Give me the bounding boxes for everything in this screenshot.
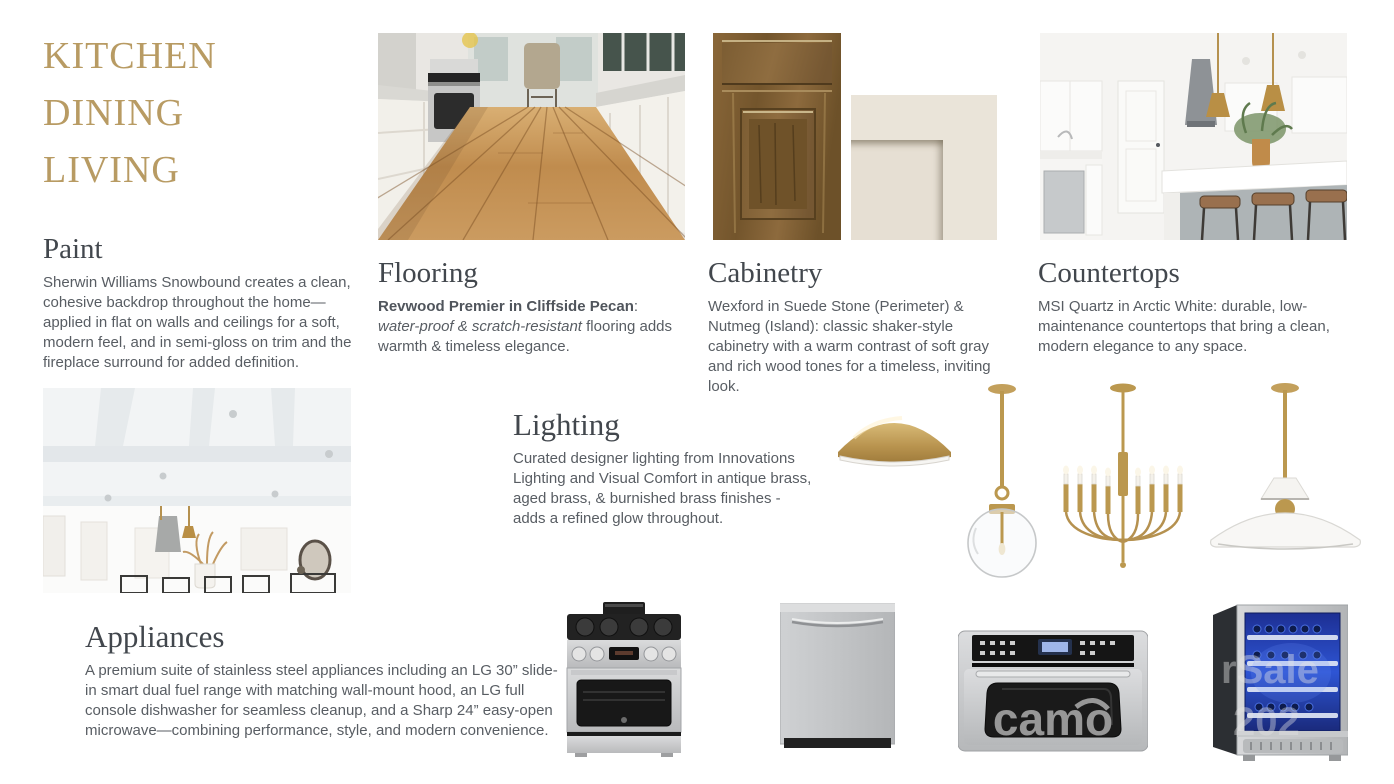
countertops-photo — [1040, 33, 1347, 240]
wine-cooler-image — [1213, 603, 1348, 763]
dome-pendant-light-image — [1208, 382, 1363, 568]
paint-section — [43, 234, 357, 373]
flooring-photo — [378, 33, 685, 240]
cabinetry-body: Wexford in Suede Stone (Perimeter) & Nutmeg (Island): classic shaker-style cabinetry with a warm contrast of soft gray and rich wood tones for a timeless, inviting look. — [708, 297, 991, 396]
title-line-1: KITCHEN — [43, 35, 217, 77]
living-room-photo — [43, 388, 351, 593]
appliances-heading: Appliances — [85, 619, 225, 654]
appliances-section — [85, 620, 563, 741]
flooring-body — [378, 297, 680, 357]
appliances-body: A premium suite of stainless steel appliances including an LG 30” slide-in smart dual fuel range with matching wall-mount hood, an LG full console dishwasher for seamless cleanup, and a Sharp 24” easy-open microwave—combining performance, style, and modern convenience. — [85, 662, 558, 740]
title-line-3: LIVING — [43, 149, 180, 191]
flooring-feature: water-proof & scratch-resistant — [378, 317, 582, 335]
countertops-body: MSI Quartz in Arctic White: durable, low-maintenance countertops that bring a clean, modern elegance to any space. — [1038, 297, 1330, 356]
lighting-heading: Lighting — [513, 407, 620, 442]
dishwasher-image — [780, 600, 895, 752]
sale-watermark: rSale — [1221, 648, 1319, 692]
page-title — [43, 28, 343, 199]
title-line-2: DINING — [43, 92, 185, 134]
year-watermark: 202 — [1233, 700, 1300, 744]
countertops-section — [1038, 258, 1350, 357]
lighting-body: Curated designer lighting from Innovations Lighting and Visual Comfort in antique brass, aged brass, & burnished brass finishes - adds a refined glow throughout. — [513, 450, 812, 528]
chandelier-light-image — [1058, 382, 1188, 578]
cabinet-sample-suede-stone — [851, 95, 997, 240]
cabinetry-section — [708, 258, 1014, 397]
camo-watermark: camo — [992, 693, 1114, 745]
microwave-drawer-image — [958, 625, 1148, 757]
flooring-heading: Flooring — [378, 257, 478, 289]
countertops-heading: Countertops — [1038, 257, 1180, 289]
flooring-sep: : — [633, 297, 639, 315]
flooring-rest: flooring adds warmth & timeless elegance. — [378, 317, 673, 356]
lighting-section — [513, 408, 815, 529]
flooring-product: Revwood Premier in Cliffside Pecan — [378, 297, 634, 315]
paint-body: Sherwin Williams Snowbound creates a clean, cohesive backdrop throughout the home—applied in flat on walls and ceilings for a soft, modern feel, and in semi-gloss on trim and the fireplace surround for added definition. — [43, 273, 352, 372]
paint-heading: Paint — [43, 233, 103, 265]
flush-mount-light-image — [832, 408, 957, 470]
cream-panel-recess — [851, 140, 943, 240]
globe-pendant-light-image — [960, 382, 1045, 578]
flooring-section — [378, 258, 680, 357]
cabinet-sample-nutmeg — [713, 33, 841, 240]
cabinetry-heading: Cabinetry — [708, 257, 823, 289]
range-image — [565, 600, 683, 758]
